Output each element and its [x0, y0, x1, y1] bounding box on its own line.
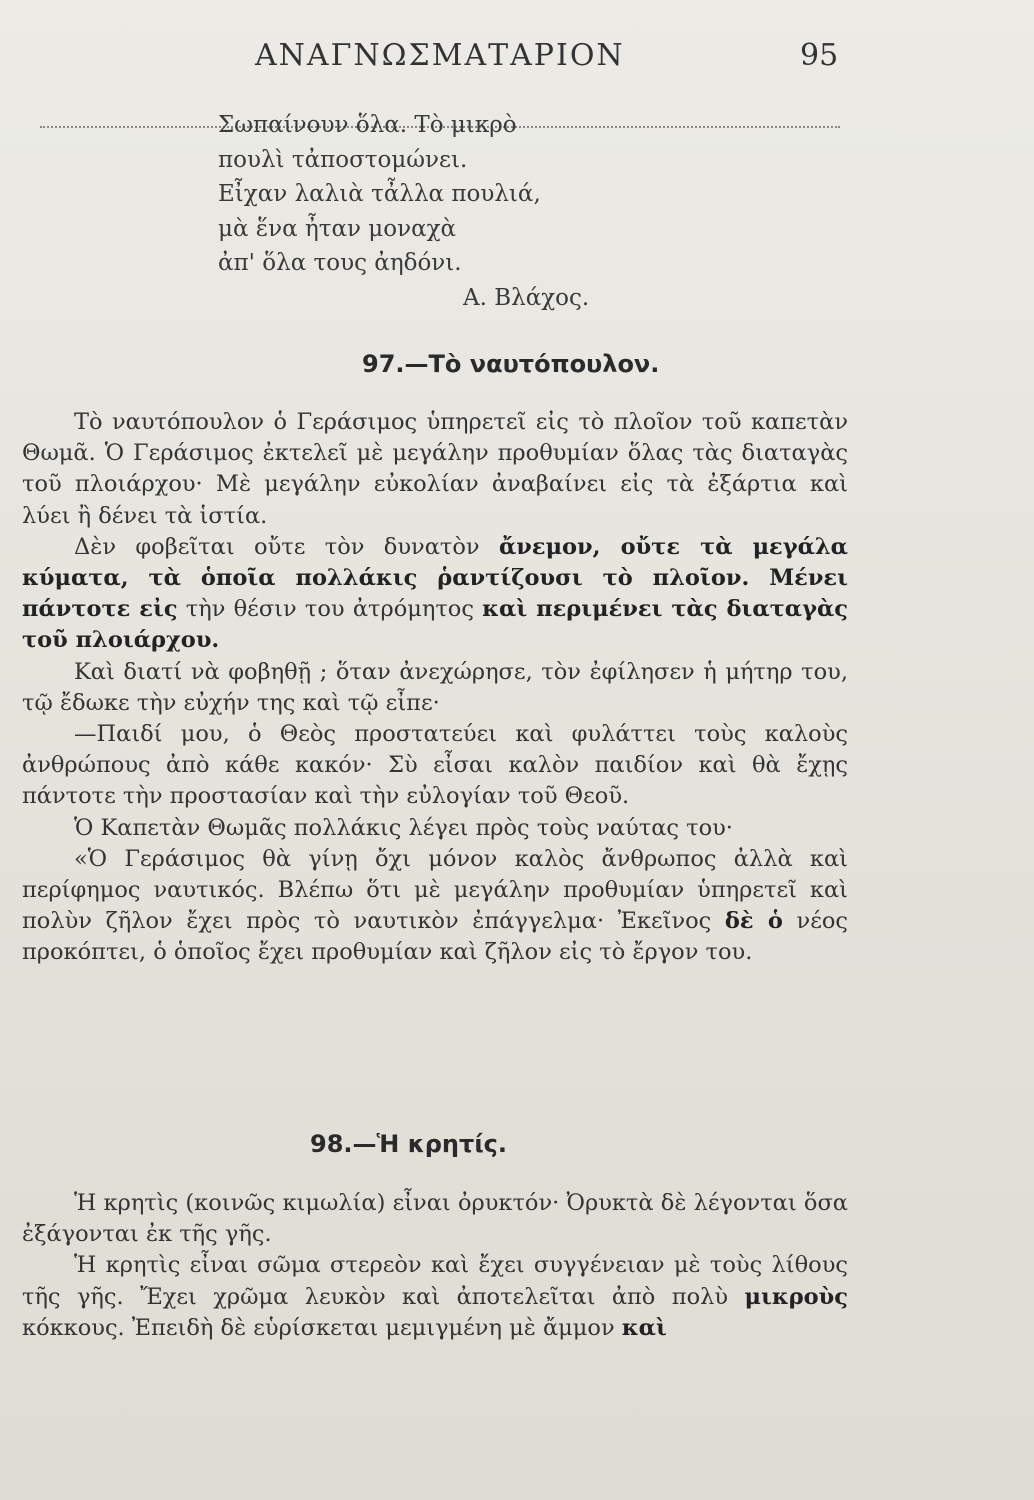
running-head	[0, 38, 1034, 98]
paragraph	[22, 844, 848, 969]
section-97-body	[22, 407, 848, 969]
poem	[218, 108, 718, 315]
bold-text-run: καὶ περιμένει τὰς διαταγὰς τοῦ πλοιάρχου.	[22, 596, 848, 654]
poem-line: Σωπαίνουν ὅλα. Τὸ μικρὸ	[218, 112, 517, 138]
text-run: Δὲν φοβεῖται οὔτε τὸν δυνατὸν	[74, 533, 499, 560]
poem-line: ἀπ' ὅλα τους ἀηδόνι.	[218, 250, 462, 276]
text-run: νέος προκόπτει, ὁ ὁποῖος ἔχει προθυμίαν καὶ ζῆλον εἰς τὸ ἔργον του.	[22, 908, 849, 966]
paragraph: Ὁ Καπετὰν Θωμᾶς πολλάκις λέγει πρὸς τοὺς ναύτας του·	[74, 814, 733, 841]
paragraph: Ἡ κρητὶς (κοινῶς κιμωλία) εἶναι ὀρυκτόν· Ὀρυκτὰ δὲ λέγονται ὅσα ἐξάγονται ἐκ τῆς γῆς.	[22, 1190, 848, 1248]
bold-text-run: δὲ ὁ	[724, 908, 783, 935]
paragraph	[22, 1250, 848, 1344]
bold-text-run: μικροὺς	[744, 1283, 848, 1310]
bold-text-run: ἄνεμον, οὔτε τὰ μεγάλα κύματα, τὰ ὁποῖα πολλάκις ῥαντίζουσι τὸ πλοῖον. Μένει πάντοτε εἰς	[22, 533, 848, 623]
section-98-heading: 98.—Ἡ κρητίς.	[310, 1130, 508, 1158]
text-run: «Ὁ Γεράσιμος θὰ γίνῃ ὄχι μόνον καλὸς ἄνθρωπος ἀλλὰ καὶ περίφημος ναυτικός. Βλέπω ὅτι μὲ μεγάλην προθυμίαν ὑπηρετεῖ καὶ πολὺν ζῆλον ἔχει πρὸς τὸ ναυτικὸν ἐπάγγελμα· Ἐκεῖνος	[22, 845, 848, 935]
page-number: 95	[800, 38, 839, 73]
bold-text-run: καὶ	[621, 1314, 667, 1341]
paragraph: Τὸ ναυτόπουλον ὁ Γεράσιμος ὑπηρετεῖ εἰς τὸ πλοῖον τοῦ καπετὰν Θωμᾶ. Ὁ Γεράσιμος ἐκτελεῖ μὲ μεγάλην προθυμίαν ὅλας τὰς διαταγὰς τοῦ πλοιάρχου· Μὲ μεγάλην εὐκολίαν ἀναβαίνει εἰς τὰ ἐξάρτια καὶ λύει ἢ δένει τὰ ἱστία.	[22, 409, 848, 529]
poem-author: Α. Βλάχος.	[463, 284, 590, 311]
paragraph	[22, 532, 848, 657]
text-run: Ἡ κρητὶς εἶναι σῶμα στερεὸν καὶ ἔχει συγγένειαν μὲ τοὺς λίθους τῆς γῆς. Ἔχει χρῶμα λευκὸν καὶ ἀποτελεῖται ἀπὸ πολὺ	[22, 1252, 848, 1310]
text-run: τὴν θέσιν του ἀτρόμητος	[177, 596, 483, 623]
section-98-body	[22, 1188, 848, 1344]
paragraph: Καὶ διατί νὰ φοβηθῇ ; ὅταν ἀνεχώρησε, τὸν ἐφίλησεν ἡ μήτηρ του, τῷ ἔδωκε τὴν εὐχήν της καὶ τῷ εἶπε·	[22, 658, 848, 716]
poem-line: πουλὶ τἀποστομώνει.	[218, 146, 468, 173]
paragraph: —Παιδί μου, ὁ Θεὸς προστατεύει καὶ φυλάττει τοὺς καλοὺς ἀνθρώπους ἀπὸ κάθε κακόν· Σὺ εἶσαι καλὸν παιδίον καὶ θὰ ἔχῃς πάντοτε τὴν προστασίαν καὶ τὴν εὐλογίαν τοῦ Θεοῦ.	[22, 721, 848, 810]
poem-line: μὰ ἕνα ἦταν μοναχὰ	[218, 215, 457, 242]
running-title: ΑΝΑΓΝΩΣΜΑΤΑΡΙΟΝ	[255, 38, 625, 73]
poem-line: Εἶχαν λαλιὰ τἆλλα πουλιά,	[218, 181, 541, 207]
section-97-heading: 97.—Τὸ ναυτόπουλον.	[362, 350, 660, 378]
text-run: κόκκους. Ἐπειδὴ δὲ εὑρίσκεται μεμιγμένη μὲ ἄμμον	[22, 1314, 622, 1341]
